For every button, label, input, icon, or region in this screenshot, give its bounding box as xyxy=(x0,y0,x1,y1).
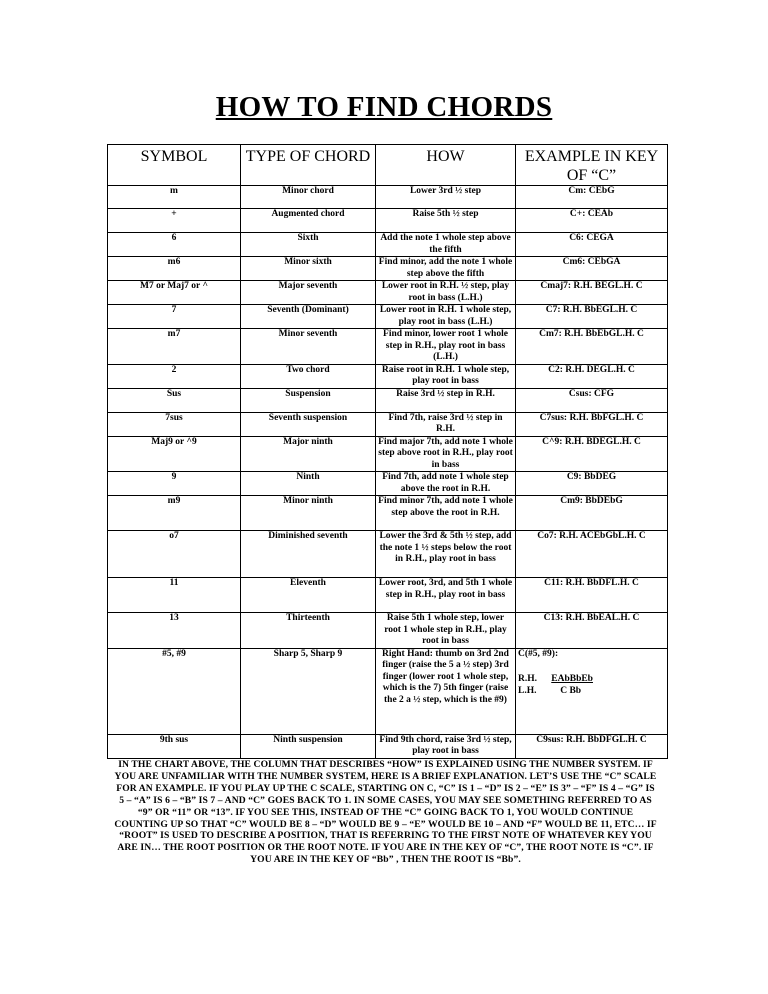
example-cell xyxy=(516,734,668,758)
type-cell: Two chord xyxy=(241,364,376,388)
example-cell xyxy=(516,209,668,233)
header-example: EXAMPLE IN KEY OF “C” xyxy=(516,145,668,186)
symbol-cell: m6 xyxy=(108,257,241,281)
example-line: C7: R.H. BbEG xyxy=(545,305,610,315)
example-cell xyxy=(516,233,668,257)
type-cell: Augmented chord xyxy=(241,209,376,233)
type-cell: Major seventh xyxy=(241,281,376,305)
example-bass-line: L.H. C xyxy=(607,364,635,375)
table-row xyxy=(108,472,668,496)
rh-label: R.H. xyxy=(518,674,537,684)
how-cell: Lower root, 3rd, and 5th 1 whole step in R.H., play root in bass xyxy=(376,578,516,613)
example-bass-line: L.H. C xyxy=(611,578,639,588)
type-cell: Sixth xyxy=(241,233,376,257)
symbol-cell: Maj9 or ^9 xyxy=(108,436,241,472)
example-cell xyxy=(516,257,668,281)
type-cell: Diminished seventh xyxy=(241,531,376,578)
chord-table xyxy=(107,144,668,759)
example-bass-line: L.H. C xyxy=(609,305,638,315)
example-line: C(#5, #9): xyxy=(518,648,559,659)
example-cell xyxy=(516,648,668,734)
symbol-cell: Sus xyxy=(108,388,241,412)
symbol-cell: m9 xyxy=(108,496,241,531)
type-cell: Seventh (Dominant) xyxy=(241,305,376,329)
table-row xyxy=(108,496,668,531)
type-cell: Sharp 5, Sharp 9 xyxy=(241,648,376,734)
how-cell: Lower 3rd ½ step xyxy=(376,186,516,209)
explanation-paragraph: IN THE CHART ABOVE, THE COLUMN THAT DESCRIBES “HOW” IS EXPLAINED USING THE NUMBER SYSTEM. IF YOU ARE UNFAMILIAR WITH THE NUMBER SYSTEM, HERE IS A BRIEF EXPLANATION. LET’S USE THE “C” SCALE FOR AN EXAMPLE. IF YOU PLAY UP THE C SCALE, STARTING ON C, “C” IS 1 – “D” IS 2 – “E” IS 3” – “F” IS 4 – “G” IS 5 – “A” IS 6 – “B” IS 7 – AND “C” GOES BACK TO 1. IN SOME CASES, YOU MAY SEE SOMETHING REFERRED TO AS “9” OR “11” OR “13”. IF YOU SEE THIS, INSTEAD OF THE “C” GOING BACK TO 1, YOU WOULD CONTINUE COUNTING UP SO THAT “C” WOULD BE 8 – “D” WOULD BE 9 – “E” WOULD BE 10 – AND “F” WOULD BE 11, ETC… IF “ROOT” IS USED TO DESCRIBE A POSITION, THAT IS REFERRING TO THE FIRST NOTE OF WHATEVER KEY YOU ARE IN… THE ROOT POSITION OR THE ROOT NOTE. IF YOU ARE IN THE KEY OF “C”, THE ROOT NOTE IS “C”. IF YOU ARE IN THE KEY OF “Bb” , THEN THE ROOT IS “Bb”. xyxy=(114,759,657,866)
symbol-cell: 9th sus xyxy=(108,734,241,758)
example-cell xyxy=(516,329,668,365)
how-cell: Find major 7th, add note 1 whole step above root in R.H., play root in bass xyxy=(376,436,516,472)
header-symbol: SYMBOL xyxy=(108,145,241,186)
table-row xyxy=(108,613,668,649)
table-header-row xyxy=(108,145,668,186)
sharp-lh-line xyxy=(518,686,665,698)
table-row xyxy=(108,412,668,436)
example-cell xyxy=(516,472,668,496)
symbol-cell: 7sus xyxy=(108,412,241,436)
type-cell: Major ninth xyxy=(241,436,376,472)
example-line: Co7: R.H. ACEbGb xyxy=(537,531,619,541)
table-row xyxy=(108,436,668,472)
example-cell xyxy=(516,186,668,209)
example-line: C7sus: R.H. BbFG xyxy=(539,412,616,423)
symbol-cell: o7 xyxy=(108,531,241,578)
example-line: C9sus: R.H. BbDFG xyxy=(536,734,620,745)
how-cell: Right Hand: thumb on 3rd 2nd finger (raise the 5 a ½ step) 3rd finger (lower root 1 whole step, which is the 7) 5th finger (raise the 2 a ½ step, which is the #9) xyxy=(376,648,516,734)
example-cell xyxy=(516,436,668,472)
example-bass-line: L.H. C xyxy=(619,734,647,745)
symbol-cell: 9 xyxy=(108,472,241,496)
lh-notes: C Bb xyxy=(560,685,582,696)
how-cell: Lower the 3rd & 5th ½ step, add the note 1 ½ steps below the root in R.H., play root in bass xyxy=(376,531,516,578)
symbol-cell: 13 xyxy=(108,613,241,649)
type-cell: Eleventh xyxy=(241,578,376,613)
example-bass-line: L.H. C xyxy=(611,613,640,623)
type-cell: Minor ninth xyxy=(241,496,376,531)
example-bass-line: L.H. C xyxy=(618,531,646,541)
how-cell: Raise 5th ½ step xyxy=(376,209,516,233)
example-line: Cm: CEbG xyxy=(568,186,615,196)
header-type: TYPE OF CHORD xyxy=(241,145,376,186)
type-cell: Minor chord xyxy=(241,186,376,209)
example-cell xyxy=(516,496,668,531)
table-row xyxy=(108,233,668,257)
symbol-cell: 7 xyxy=(108,305,241,329)
example-line: Cm6: CEbGA xyxy=(562,257,621,267)
type-cell: Ninth xyxy=(241,472,376,496)
example-bass-line: L.H. C xyxy=(616,329,644,339)
table-row xyxy=(108,648,668,734)
example-line: C2: R.H. DEG xyxy=(548,364,608,375)
table-row xyxy=(108,305,668,329)
table-row xyxy=(108,257,668,281)
table-row xyxy=(108,186,668,209)
how-cell: Find 7th, raise 3rd ½ step in R.H. xyxy=(376,412,516,436)
example-line: Cmaj7: R.H. BEG xyxy=(540,281,615,291)
example-bass-line: L.H. C xyxy=(615,412,644,423)
symbol-cell: 11 xyxy=(108,578,241,613)
symbol-cell: #5, #9 xyxy=(108,648,241,734)
table-row xyxy=(108,388,668,412)
type-cell: Suspension xyxy=(241,388,376,412)
example-line: Cm7: R.H. BbEbG xyxy=(539,329,617,339)
lh-label: L.H. xyxy=(518,685,537,696)
table-row xyxy=(108,329,668,365)
symbol-cell: + xyxy=(108,209,241,233)
table-row xyxy=(108,364,668,388)
symbol-cell: m7 xyxy=(108,329,241,365)
example-bass-line: L.H. C xyxy=(614,281,643,291)
type-cell: Minor sixth xyxy=(241,257,376,281)
how-cell: Find minor 7th, add note 1 whole step above the root in R.H. xyxy=(376,496,516,531)
table-row xyxy=(108,209,668,233)
symbol-cell: m xyxy=(108,186,241,209)
example-cell xyxy=(516,364,668,388)
how-cell: Find minor, add the note 1 whole step above the fifth xyxy=(376,257,516,281)
example-cell xyxy=(516,578,668,613)
type-cell: Minor seventh xyxy=(241,329,376,365)
how-cell: Find 7th, add note 1 whole step above the root in R.H. xyxy=(376,472,516,496)
symbol-cell: M7 or Maj7 or ^ xyxy=(108,281,241,305)
example-cell xyxy=(516,412,668,436)
table-row xyxy=(108,734,668,758)
example-line: Csus: CFG xyxy=(568,388,615,399)
table-row xyxy=(108,281,668,305)
type-cell: Thirteenth xyxy=(241,613,376,649)
example-cell xyxy=(516,388,668,412)
page-title: HOW TO FIND CHORDS xyxy=(215,91,553,123)
table-row xyxy=(108,578,668,613)
how-cell: Lower root in R.H. 1 whole step, play root in bass (L.H.) xyxy=(376,305,516,329)
example-line: C+: CEAb xyxy=(569,209,614,219)
example-line: C^9: R.H. BDEG xyxy=(542,436,614,447)
example-cell xyxy=(516,531,668,578)
how-cell: Lower root in R.H. ½ step, play root in bass (L.H.) xyxy=(376,281,516,305)
example-line: C13: R.H. BbEA xyxy=(543,613,612,623)
table-row xyxy=(108,531,668,578)
how-cell: Find minor, lower root 1 whole step in R.H., play root in bass (L.H.) xyxy=(376,329,516,365)
rh-notes: EAbBbEb xyxy=(551,674,593,684)
how-cell: Add the note 1 whole step above the fifth xyxy=(376,233,516,257)
example-cell xyxy=(516,281,668,305)
example-bass-line: L.H. C xyxy=(613,436,641,447)
example-cell xyxy=(516,613,668,649)
sharp-rh-line xyxy=(518,674,665,686)
example-line: C6: CEGA xyxy=(569,233,614,243)
type-cell: Seventh suspension xyxy=(241,412,376,436)
how-cell: Raise root in R.H. 1 whole step, play root in bass xyxy=(376,364,516,388)
symbol-cell: 2 xyxy=(108,364,241,388)
how-cell: Find 9th chord, raise 3rd ½ step, play root in bass xyxy=(376,734,516,758)
example-line: C11: R.H. BbDF xyxy=(544,578,612,588)
how-cell: Raise 5th 1 whole step, lower root 1 whole step in R.H., play root in bass xyxy=(376,613,516,649)
symbol-cell: 6 xyxy=(108,233,241,257)
example-line: C9: BbDEG xyxy=(566,472,617,482)
example-line: Cm9: BbDEbG xyxy=(560,496,623,506)
how-cell: Raise 3rd ½ step in R.H. xyxy=(376,388,516,412)
type-cell: Ninth suspension xyxy=(241,734,376,758)
header-how: HOW xyxy=(376,145,516,186)
example-cell xyxy=(516,305,668,329)
